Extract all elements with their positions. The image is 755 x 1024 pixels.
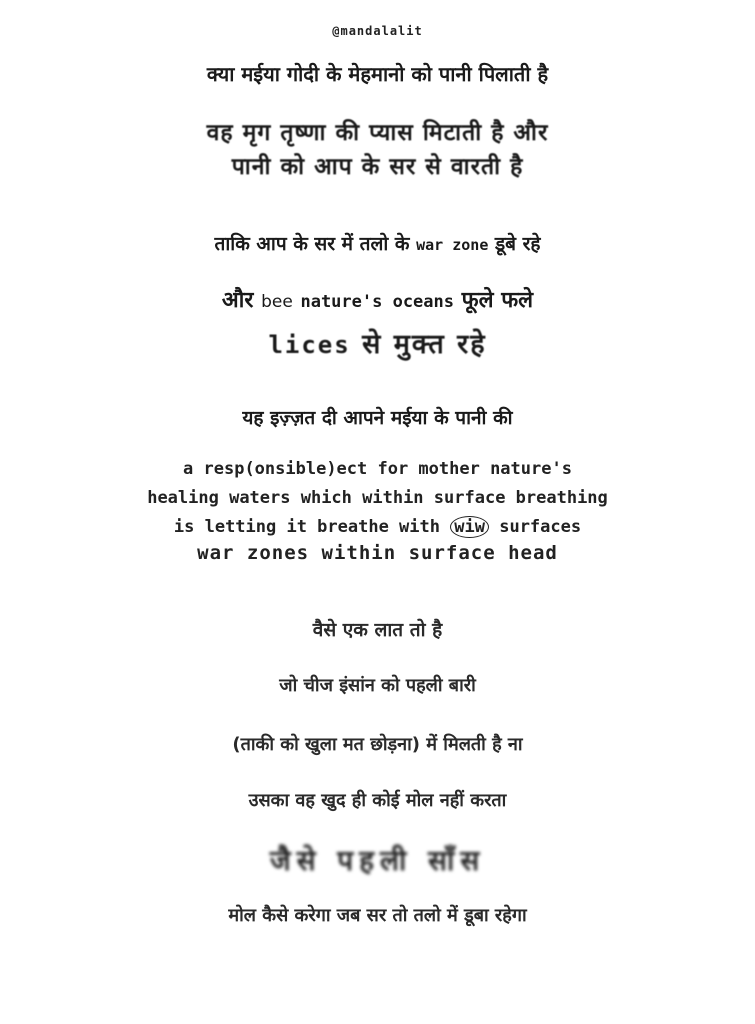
english-line-3	[0, 513, 755, 542]
english-line-2: healing waters which within surface breathing	[147, 488, 608, 508]
poem-line-11-blurred: जैसे पहली साँस	[269, 844, 486, 877]
english-line-4: war zones within surface head	[197, 542, 558, 564]
poem-line-5	[0, 324, 755, 361]
poem-line-8: जो चीज इंसांन को पहली बारी	[279, 675, 476, 696]
poem-line-12: मोल कैसे करेगा जब सर तो तलो में डूबा रहेगा	[228, 905, 527, 926]
poem-line-10: उसका वह खुद ही कोई मोल नहीं करता	[248, 790, 507, 811]
poem-line-5a: lices	[268, 331, 351, 359]
poem-line-3a: ताकि आप के सर में तलो के	[214, 233, 410, 255]
english-stanza	[0, 455, 755, 542]
poem-line-2b: पानी को आप के सर से वारती है	[231, 154, 524, 180]
author-handle: @mandalalit	[332, 24, 423, 38]
poem-line-5b: से मुक्त रहे	[362, 329, 487, 360]
poem-line-9: (ताकी को खुला मत छोड़ना) में मिलती है ना	[232, 734, 523, 755]
poem-line-4c: nature's oceans	[300, 292, 454, 312]
english-line-1: a resp(onsible)ect for mother nature's	[183, 459, 572, 479]
poem-line-4	[0, 284, 755, 314]
poem-line-3	[0, 230, 755, 256]
english-line-3a: is letting it breathe with	[173, 517, 440, 537]
poem-line-3b: war zone	[416, 236, 489, 254]
poem-line-7: वैसे एक लात तो है	[312, 619, 443, 641]
poem-line-4a: और	[221, 288, 254, 313]
circled-word: wiw	[450, 516, 489, 538]
english-line-3c: surfaces	[499, 517, 582, 537]
poem-stanza-2	[0, 116, 755, 184]
poem-line-4d: फूले फले	[461, 288, 534, 313]
poem-line-6: यह इज़्ज़त दी आपने मईया के पानी की	[242, 407, 513, 429]
poem-line-3c: डूबे रहे	[494, 233, 541, 255]
poem-line-4b: bee	[261, 292, 293, 312]
poem-line-2a: वह मृग तृष्णा की प्यास मिटाती है और	[206, 120, 549, 146]
poem-line-1: क्या मईया गोदी के मेहमानो को पानी पिलाती है	[206, 62, 549, 86]
